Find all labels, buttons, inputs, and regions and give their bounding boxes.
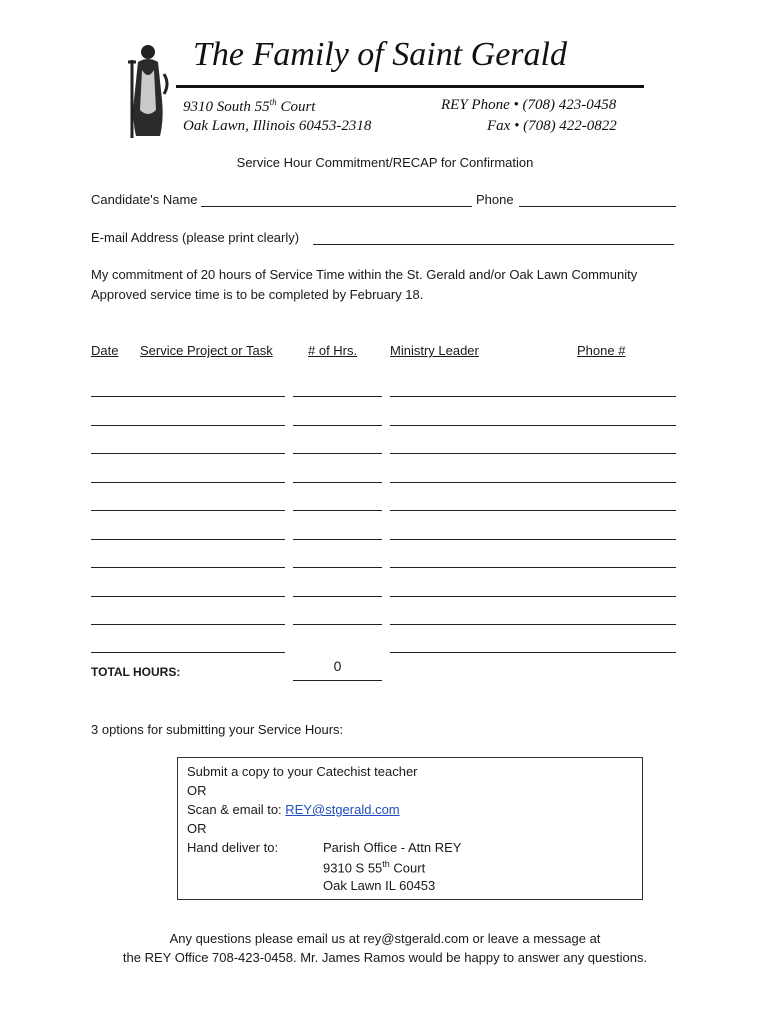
email-label: E-mail Address (please print clearly)	[91, 230, 300, 245]
date-project-line[interactable]	[91, 567, 285, 568]
hours-line[interactable]	[293, 453, 382, 454]
fax-number: Fax • (708) 422-0822	[487, 118, 617, 134]
organization-title: The Family of Saint Gerald	[193, 36, 567, 73]
submission-options-box	[177, 757, 643, 900]
date-project-line[interactable]	[91, 453, 285, 454]
leader-phone-line[interactable]	[390, 510, 676, 511]
address-line-1: 9310 South 55th Court	[183, 97, 316, 115]
option-scan-email: Scan & email to: REY@stgerald.com	[187, 802, 400, 817]
hours-line[interactable]	[293, 567, 382, 568]
rey-phone: REY Phone • (708) 423-0458	[441, 97, 617, 113]
date-project-line[interactable]	[91, 425, 285, 426]
leader-phone-line[interactable]	[390, 567, 676, 568]
hours-line[interactable]	[293, 425, 382, 426]
leader-phone-line[interactable]	[390, 624, 676, 625]
candidate-name-label: Candidate's Name	[91, 192, 198, 207]
date-project-line[interactable]	[91, 596, 285, 597]
footer-line-2: the REY Office 708-423-0458. Mr. James Ramos would be happy to answer any questions.	[122, 950, 648, 965]
column-project: Service Project or Task	[140, 343, 273, 358]
header-rule	[176, 85, 644, 88]
leader-phone-line[interactable]	[390, 596, 676, 597]
or-separator-2: OR	[187, 821, 207, 836]
hours-line[interactable]	[293, 596, 382, 597]
column-date: Date	[91, 343, 119, 358]
leader-phone-line[interactable]	[390, 539, 676, 540]
saint-gerald-logo	[124, 40, 176, 140]
leader-phone-line[interactable]	[390, 453, 676, 454]
commitment-text-1: My commitment of 20 hours of Service Time within the St. Gerald and/or Oak Lawn Community	[91, 267, 638, 282]
address-line-2: Oak Lawn, Illinois 60453-2318	[183, 118, 372, 134]
hours-line[interactable]	[293, 624, 382, 625]
option-hand-deliver: Hand deliver to:	[187, 840, 279, 855]
email-field[interactable]	[313, 243, 674, 245]
leader-phone-line[interactable]	[390, 425, 676, 426]
total-hours-value[interactable]: 0	[333, 658, 342, 674]
deliver-address-2: 9310 S 55th Court	[323, 859, 426, 876]
date-project-line[interactable]	[91, 510, 285, 511]
total-hours-label: TOTAL HOURS:	[91, 665, 181, 679]
date-project-line[interactable]	[91, 624, 285, 625]
or-separator-1: OR	[187, 783, 207, 798]
date-project-line[interactable]	[91, 652, 285, 653]
phone-label: Phone	[476, 192, 514, 207]
deliver-address-1: Parish Office - Attn REY	[323, 840, 462, 855]
total-hours-underline	[293, 680, 382, 681]
date-project-line[interactable]	[91, 396, 285, 397]
hours-line[interactable]	[293, 539, 382, 540]
leader-phone-line[interactable]	[390, 396, 676, 397]
date-project-line[interactable]	[91, 482, 285, 483]
column-leader: Ministry Leader	[390, 343, 479, 358]
commitment-text-2: Approved service time is to be completed by February 18.	[91, 287, 424, 302]
date-project-line[interactable]	[91, 539, 285, 540]
deliver-address-3: Oak Lawn IL 60453	[323, 878, 436, 893]
form-heading: Service Hour Commitment/RECAP for Confirmation	[236, 155, 534, 170]
leader-phone-line[interactable]	[390, 652, 676, 653]
hours-line[interactable]	[293, 510, 382, 511]
column-phone: Phone #	[577, 343, 626, 358]
leader-phone-line[interactable]	[390, 482, 676, 483]
footer-line-1: Any questions please email us at rey@stgerald.com or leave a message at	[169, 931, 601, 946]
hours-line[interactable]	[293, 396, 382, 397]
rey-email-link[interactable]: REY@stgerald.com	[285, 802, 400, 817]
phone-field[interactable]	[519, 205, 676, 207]
submission-intro: 3 options for submitting your Service Hours:	[91, 722, 344, 737]
candidate-name-field[interactable]	[201, 205, 472, 207]
column-hours: # of Hrs.	[308, 343, 358, 358]
option-catechist: Submit a copy to your Catechist teacher	[187, 764, 418, 779]
hours-line[interactable]	[293, 482, 382, 483]
